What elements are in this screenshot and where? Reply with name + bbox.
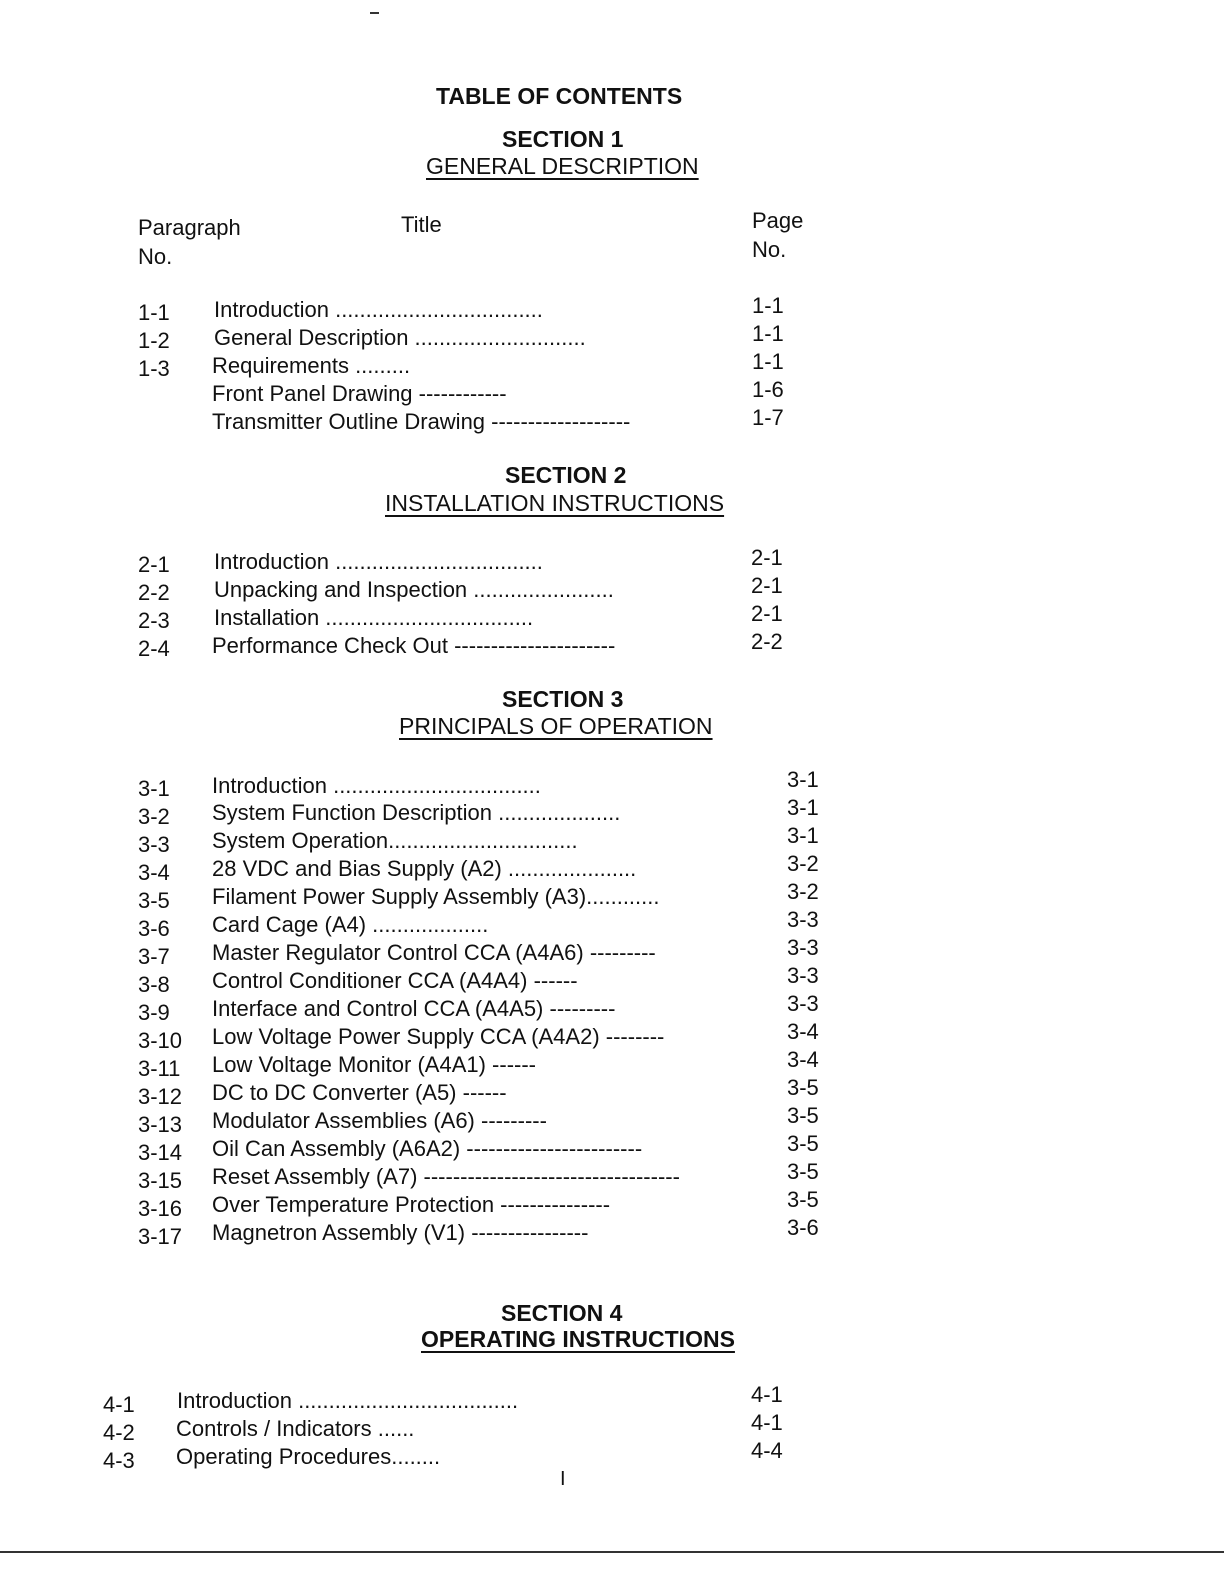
entry-page: 3-3 bbox=[787, 907, 819, 932]
entry-number: 4-3 bbox=[103, 1448, 135, 1473]
entry-number: 3-8 bbox=[138, 972, 170, 997]
entry-number: 3-11 bbox=[138, 1056, 181, 1081]
section-1-title: GENERAL DESCRIPTION bbox=[426, 153, 699, 179]
entry-page: 3-1 bbox=[787, 795, 819, 820]
toc-title: TABLE OF CONTENTS bbox=[436, 83, 683, 109]
entry-page: 2-1 bbox=[751, 545, 783, 570]
entry-page: 3-4 bbox=[787, 1047, 819, 1072]
entry-title: Filament Power Supply Assembly (A3)............ bbox=[212, 884, 660, 909]
entry-page: 4-1 bbox=[751, 1382, 783, 1407]
entry-title: Operating Procedures........ bbox=[176, 1444, 441, 1469]
section-4-title: OPERATING INSTRUCTIONS bbox=[421, 1326, 735, 1352]
entry-title: 28 VDC and Bias Supply (A2) ..................... bbox=[212, 856, 637, 881]
entry-title: Oil Can Assembly (A6A2) ------------------------ bbox=[212, 1136, 643, 1161]
entry-title: Modulator Assemblies (A6) --------- bbox=[212, 1108, 547, 1133]
entry-title: General Description ............................ bbox=[214, 325, 586, 350]
entry-page: 1-1 bbox=[752, 293, 784, 318]
entry-title: Front Panel Drawing ------------ bbox=[212, 381, 507, 406]
entry-number: 3-1 bbox=[138, 776, 170, 801]
entry-page: 2-1 bbox=[751, 601, 783, 626]
entry-title: Magnetron Assembly (V1) ---------------- bbox=[212, 1220, 589, 1245]
entry-title: Introduction .................................... bbox=[177, 1388, 519, 1413]
entry-page: 3-5 bbox=[787, 1131, 819, 1156]
entry-title: Unpacking and Inspection ....................... bbox=[214, 577, 614, 602]
entry-page: 3-4 bbox=[787, 1019, 819, 1044]
entry-title: Controls / Indicators ...... bbox=[176, 1416, 415, 1441]
entry-title: Low Voltage Monitor (A4A1) ------ bbox=[212, 1052, 536, 1077]
entry-number: 1-1 bbox=[138, 300, 170, 325]
entry-title: Control Conditioner CCA (A4A4) ------ bbox=[212, 968, 578, 993]
entry-title: Card Cage (A4) ................... bbox=[212, 912, 489, 937]
entry-title: Introduction .................................. bbox=[214, 297, 543, 322]
entry-number: 2-4 bbox=[138, 636, 170, 661]
entry-number: 3-16 bbox=[138, 1196, 183, 1221]
page-no-header: Page No. bbox=[752, 208, 804, 262]
section-2-title: INSTALLATION INSTRUCTIONS bbox=[385, 490, 725, 516]
entry-number: 3-13 bbox=[138, 1112, 183, 1137]
entry-title: Introduction .................................. bbox=[212, 773, 541, 798]
scan-mark bbox=[370, 12, 379, 14]
entry-page: 3-2 bbox=[787, 851, 819, 876]
entry-page: 3-2 bbox=[787, 879, 819, 904]
entry-title: Introduction .................................. bbox=[214, 549, 543, 574]
entry-title: Low Voltage Power Supply CCA (A4A2) -------- bbox=[212, 1024, 665, 1049]
entry-number: 3-10 bbox=[138, 1028, 183, 1053]
entry-number: 2-3 bbox=[138, 608, 170, 633]
bottom-rule bbox=[0, 1551, 1224, 1553]
entry-number: 3-12 bbox=[138, 1084, 183, 1109]
entry-title: Over Temperature Protection --------------- bbox=[212, 1192, 611, 1217]
entry-page: 3-1 bbox=[787, 823, 819, 848]
entry-number: 3-4 bbox=[138, 860, 170, 885]
entry-number: 3-9 bbox=[138, 1000, 170, 1025]
entry-number: 3-7 bbox=[138, 944, 170, 969]
entry-number: 4-1 bbox=[103, 1392, 135, 1417]
entry-page: 1-7 bbox=[752, 405, 784, 430]
entry-title: Transmitter Outline Drawing ------------------- bbox=[212, 409, 631, 434]
entry-page: 3-3 bbox=[787, 963, 819, 988]
entry-page: 1-6 bbox=[752, 377, 784, 402]
entry-title: System Function Description .................... bbox=[212, 800, 621, 825]
entry-page: 1-1 bbox=[752, 321, 784, 346]
entry-page: 3-3 bbox=[787, 935, 819, 960]
entry-number: 3-3 bbox=[138, 832, 170, 857]
entry-number: 4-2 bbox=[103, 1420, 135, 1445]
paragraph-no-header: Paragraph No. bbox=[138, 215, 241, 269]
entry-page: 1-1 bbox=[752, 349, 784, 374]
title-header: Title bbox=[401, 212, 442, 237]
entry-number: 2-2 bbox=[138, 580, 170, 605]
entry-number: 1-3 bbox=[138, 356, 170, 381]
entry-page: 3-5 bbox=[787, 1187, 819, 1212]
entry-page: 2-1 bbox=[751, 573, 783, 598]
entry-title: Requirements ......... bbox=[212, 353, 411, 378]
entry-number: 3-5 bbox=[138, 888, 170, 913]
entry-number: 3-15 bbox=[138, 1168, 183, 1193]
entry-title: Interface and Control CCA (A4A5) --------- bbox=[212, 996, 616, 1021]
entry-number: 1-2 bbox=[138, 328, 170, 353]
entry-page: 3-1 bbox=[787, 767, 819, 792]
entry-page: 3-6 bbox=[787, 1215, 819, 1240]
entry-number: 3-14 bbox=[138, 1140, 183, 1165]
section-3-title: PRINCIPALS OF OPERATION bbox=[399, 713, 713, 739]
entry-number: 2-1 bbox=[138, 552, 170, 577]
entry-page: 3-5 bbox=[787, 1159, 819, 1184]
entry-title: Master Regulator Control CCA (A4A6) --------- bbox=[212, 940, 656, 965]
entry-page: 2-2 bbox=[751, 629, 783, 654]
section-3-heading: SECTION 3 bbox=[502, 686, 624, 712]
entry-number: 3-17 bbox=[138, 1224, 183, 1249]
entry-page: 3-5 bbox=[787, 1103, 819, 1128]
entry-title: System Operation............................... bbox=[212, 828, 578, 853]
page-number: I bbox=[560, 1468, 566, 1490]
entry-page: 3-3 bbox=[787, 991, 819, 1016]
entry-number: 3-2 bbox=[138, 804, 170, 829]
section-1-heading: SECTION 1 bbox=[502, 126, 624, 152]
entry-number: 3-6 bbox=[138, 916, 170, 941]
section-4-heading: SECTION 4 bbox=[501, 1300, 623, 1326]
entry-page: 3-5 bbox=[787, 1075, 819, 1100]
entry-title: Performance Check Out ---------------------- bbox=[212, 633, 616, 658]
entry-page: 4-4 bbox=[751, 1438, 783, 1463]
entry-title: DC to DC Converter (A5) ------ bbox=[212, 1080, 507, 1105]
entry-page: 4-1 bbox=[751, 1410, 783, 1435]
entry-title: Reset Assembly (A7) ----------------------------------- bbox=[212, 1164, 680, 1189]
section-2-heading: SECTION 2 bbox=[505, 462, 627, 488]
entry-title: Installation .................................. bbox=[214, 605, 534, 630]
